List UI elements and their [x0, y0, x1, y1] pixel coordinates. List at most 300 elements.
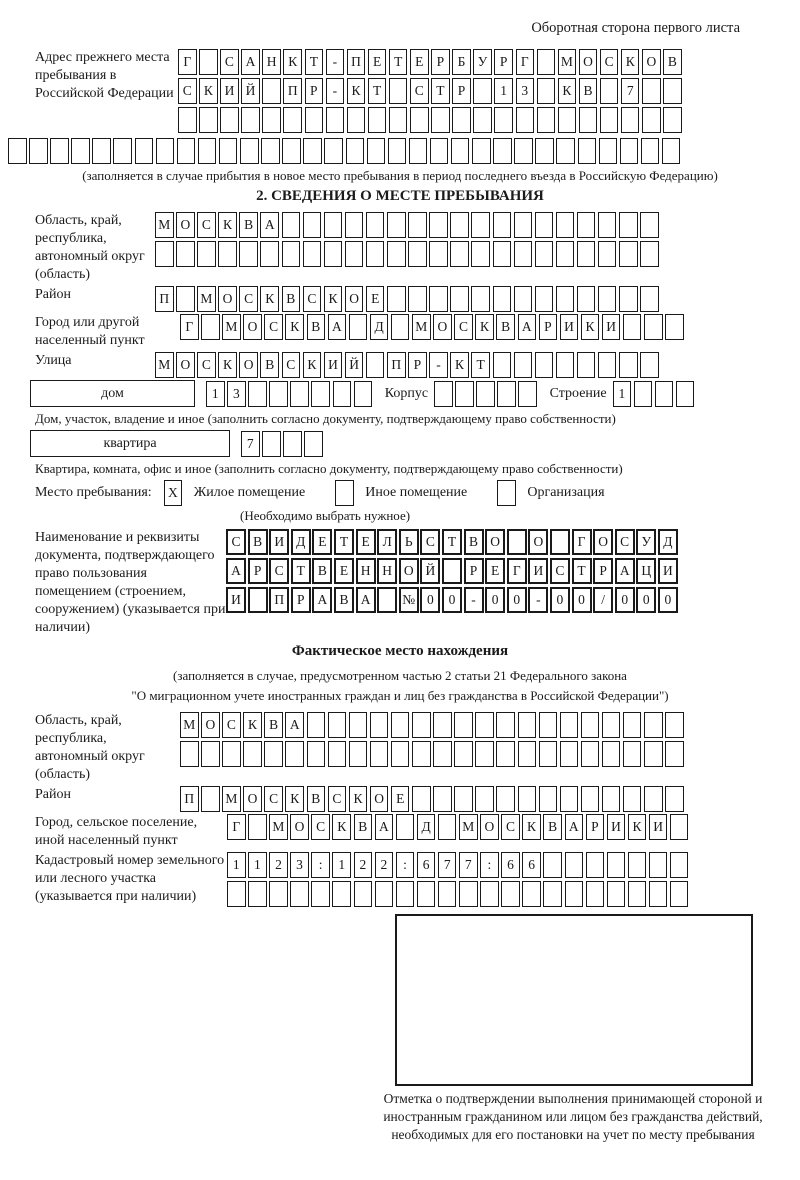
char-box[interactable]	[459, 881, 478, 907]
char-box[interactable]: О	[290, 814, 309, 840]
char-box[interactable]	[493, 286, 512, 312]
checkbox-other-premises[interactable]	[335, 480, 354, 506]
char-box[interactable]: №	[399, 587, 419, 613]
char-box[interactable]	[628, 881, 647, 907]
char-box[interactable]	[556, 138, 575, 164]
char-box[interactable]	[450, 212, 469, 238]
char-box[interactable]: Ь	[399, 529, 419, 555]
char-box[interactable]	[496, 712, 515, 738]
char-box[interactable]	[642, 78, 661, 104]
char-box[interactable]	[649, 852, 668, 878]
char-box[interactable]: О	[480, 814, 499, 840]
char-box[interactable]: П	[347, 49, 366, 75]
char-box[interactable]	[455, 381, 474, 407]
char-box[interactable]	[600, 107, 619, 133]
char-box[interactable]	[663, 107, 682, 133]
char-box[interactable]	[389, 78, 408, 104]
char-box[interactable]	[290, 881, 309, 907]
char-box[interactable]: Е	[391, 786, 410, 812]
char-box[interactable]	[623, 712, 642, 738]
char-box[interactable]: А	[565, 814, 584, 840]
char-box[interactable]	[598, 352, 617, 378]
char-box[interactable]	[375, 881, 394, 907]
char-box[interactable]: 6	[417, 852, 436, 878]
char-box[interactable]	[332, 881, 351, 907]
char-box[interactable]	[307, 712, 326, 738]
char-box[interactable]	[621, 107, 640, 133]
char-box[interactable]: Р	[431, 49, 450, 75]
char-box[interactable]	[227, 881, 246, 907]
char-box[interactable]	[565, 852, 584, 878]
char-box[interactable]: 3	[227, 381, 246, 407]
char-box[interactable]	[670, 814, 689, 840]
char-box[interactable]	[304, 431, 323, 457]
char-box[interactable]	[220, 107, 239, 133]
char-box[interactable]: К	[332, 814, 351, 840]
char-box[interactable]: К	[218, 212, 237, 238]
char-box[interactable]: 0	[485, 587, 505, 613]
char-box[interactable]: Е	[485, 558, 505, 584]
char-box[interactable]	[535, 241, 554, 267]
char-box[interactable]	[370, 712, 389, 738]
char-box[interactable]	[475, 786, 494, 812]
char-box[interactable]: 3	[290, 852, 309, 878]
char-box[interactable]	[409, 138, 428, 164]
char-box[interactable]: 0	[615, 587, 635, 613]
char-box[interactable]: Н	[262, 49, 281, 75]
char-box[interactable]	[518, 381, 537, 407]
char-box[interactable]	[577, 241, 596, 267]
char-box[interactable]: О	[528, 529, 548, 555]
char-box[interactable]	[285, 741, 304, 767]
char-box[interactable]	[560, 712, 579, 738]
char-box[interactable]	[640, 286, 659, 312]
char-box[interactable]	[577, 286, 596, 312]
char-box[interactable]: К	[285, 786, 304, 812]
char-box[interactable]	[417, 881, 436, 907]
char-box[interactable]	[665, 314, 684, 340]
char-box[interactable]	[514, 286, 533, 312]
char-box[interactable]: И	[324, 352, 343, 378]
char-box[interactable]	[623, 786, 642, 812]
char-box[interactable]	[518, 741, 537, 767]
char-box[interactable]	[180, 741, 199, 767]
char-box[interactable]	[311, 881, 330, 907]
char-box[interactable]: С	[264, 786, 283, 812]
char-box[interactable]: О	[642, 49, 661, 75]
char-box[interactable]: Т	[389, 49, 408, 75]
char-box[interactable]	[222, 741, 241, 767]
char-box[interactable]	[354, 381, 373, 407]
char-box[interactable]: М	[222, 786, 241, 812]
char-box[interactable]	[514, 138, 533, 164]
char-box[interactable]: К	[285, 314, 304, 340]
char-box[interactable]: И	[226, 587, 246, 613]
char-box[interactable]: С	[282, 352, 301, 378]
char-box[interactable]: К	[628, 814, 647, 840]
char-box[interactable]	[303, 138, 322, 164]
char-box[interactable]: О	[243, 786, 262, 812]
char-box[interactable]	[366, 352, 385, 378]
char-box[interactable]	[283, 107, 302, 133]
char-box[interactable]: М	[155, 212, 174, 238]
char-box[interactable]: О	[433, 314, 452, 340]
char-box[interactable]: С	[550, 558, 570, 584]
char-box[interactable]	[324, 241, 343, 267]
char-box[interactable]	[586, 852, 605, 878]
char-box[interactable]	[480, 881, 499, 907]
char-box[interactable]	[644, 712, 663, 738]
char-box[interactable]	[8, 138, 27, 164]
char-box[interactable]: Д	[291, 529, 311, 555]
char-box[interactable]: Т	[431, 78, 450, 104]
char-box[interactable]: А	[226, 558, 246, 584]
char-box[interactable]: К	[347, 78, 366, 104]
char-box[interactable]: С	[420, 529, 440, 555]
char-box[interactable]	[248, 587, 268, 613]
char-box[interactable]: К	[621, 49, 640, 75]
char-box[interactable]: А	[312, 587, 332, 613]
char-box[interactable]: Т	[442, 529, 462, 555]
char-box[interactable]	[391, 712, 410, 738]
char-box[interactable]	[248, 381, 267, 407]
char-box[interactable]	[391, 314, 410, 340]
char-box[interactable]: А	[356, 587, 376, 613]
char-box[interactable]	[581, 712, 600, 738]
char-box[interactable]	[328, 741, 347, 767]
char-box[interactable]	[248, 814, 267, 840]
char-box[interactable]	[239, 241, 258, 267]
char-box[interactable]	[670, 852, 689, 878]
char-box[interactable]	[471, 241, 490, 267]
char-box[interactable]: Д	[658, 529, 678, 555]
char-box[interactable]: О	[399, 558, 419, 584]
char-box[interactable]: Г	[516, 49, 535, 75]
char-box[interactable]: Р	[539, 314, 558, 340]
char-box[interactable]	[518, 712, 537, 738]
char-box[interactable]: О	[485, 529, 505, 555]
char-box[interactable]	[387, 212, 406, 238]
char-box[interactable]	[430, 138, 449, 164]
char-box[interactable]: О	[218, 286, 237, 312]
checkbox-organization[interactable]	[497, 480, 516, 506]
char-box[interactable]: О	[243, 314, 262, 340]
char-box[interactable]	[388, 138, 407, 164]
char-box[interactable]	[539, 786, 558, 812]
char-box[interactable]	[641, 138, 660, 164]
char-box[interactable]	[438, 881, 457, 907]
char-box[interactable]: 0	[507, 587, 527, 613]
char-box[interactable]: 7	[241, 431, 260, 457]
char-box[interactable]: :	[396, 852, 415, 878]
char-box[interactable]: В	[312, 558, 332, 584]
char-box[interactable]: К	[349, 786, 368, 812]
char-box[interactable]	[577, 352, 596, 378]
char-box[interactable]: Т	[305, 49, 324, 75]
char-box[interactable]: И	[560, 314, 579, 340]
char-box[interactable]	[219, 138, 238, 164]
char-box[interactable]: 0	[572, 587, 592, 613]
char-box[interactable]	[346, 138, 365, 164]
char-box[interactable]: С	[501, 814, 520, 840]
char-box[interactable]	[29, 138, 48, 164]
char-box[interactable]: И	[607, 814, 626, 840]
char-box[interactable]: С	[197, 352, 216, 378]
char-box[interactable]: А	[615, 558, 635, 584]
char-box[interactable]: 2	[354, 852, 373, 878]
char-box[interactable]	[156, 138, 175, 164]
char-box[interactable]	[565, 881, 584, 907]
char-box[interactable]	[670, 881, 689, 907]
char-box[interactable]: В	[260, 352, 279, 378]
char-box[interactable]: Р	[408, 352, 427, 378]
char-box[interactable]	[494, 107, 513, 133]
char-box[interactable]: Р	[452, 78, 471, 104]
char-box[interactable]	[269, 381, 288, 407]
char-box[interactable]	[602, 786, 621, 812]
char-box[interactable]	[663, 78, 682, 104]
char-box[interactable]: О	[345, 286, 364, 312]
char-box[interactable]: Е	[312, 529, 332, 555]
char-box[interactable]	[607, 852, 626, 878]
char-box[interactable]: Е	[368, 49, 387, 75]
char-box[interactable]	[387, 286, 406, 312]
char-box[interactable]: А	[518, 314, 537, 340]
char-box[interactable]	[433, 741, 452, 767]
char-box[interactable]: В	[496, 314, 515, 340]
char-box[interactable]: Т	[291, 558, 311, 584]
char-box[interactable]	[412, 786, 431, 812]
char-box[interactable]	[396, 814, 415, 840]
char-box[interactable]	[349, 741, 368, 767]
char-box[interactable]: 0	[658, 587, 678, 613]
char-box[interactable]	[634, 381, 653, 407]
char-box[interactable]	[326, 107, 345, 133]
char-box[interactable]	[283, 431, 302, 457]
char-box[interactable]: Т	[572, 558, 592, 584]
char-box[interactable]: 1	[613, 381, 632, 407]
char-box[interactable]	[454, 786, 473, 812]
char-box[interactable]	[501, 881, 520, 907]
char-box[interactable]	[408, 241, 427, 267]
char-box[interactable]: М	[155, 352, 174, 378]
char-box[interactable]	[433, 786, 452, 812]
char-box[interactable]	[476, 381, 495, 407]
char-box[interactable]	[665, 712, 684, 738]
char-box[interactable]: К	[283, 49, 302, 75]
char-box[interactable]: В	[264, 712, 283, 738]
char-box[interactable]	[135, 138, 154, 164]
char-box[interactable]	[619, 286, 638, 312]
char-box[interactable]: П	[387, 352, 406, 378]
char-box[interactable]: К	[303, 352, 322, 378]
char-box[interactable]	[579, 107, 598, 133]
char-box[interactable]: И	[658, 558, 678, 584]
char-box[interactable]	[493, 138, 512, 164]
char-box[interactable]	[178, 107, 197, 133]
char-box[interactable]: О	[370, 786, 389, 812]
char-box[interactable]	[434, 381, 453, 407]
char-box[interactable]: 2	[375, 852, 394, 878]
char-box[interactable]: :	[311, 852, 330, 878]
char-box[interactable]: В	[307, 314, 326, 340]
char-box[interactable]: О	[176, 352, 195, 378]
char-box[interactable]	[396, 881, 415, 907]
char-box[interactable]: В	[334, 587, 354, 613]
char-box[interactable]: Д	[417, 814, 436, 840]
char-box[interactable]	[450, 241, 469, 267]
char-box[interactable]: В	[307, 786, 326, 812]
char-box[interactable]	[539, 741, 558, 767]
char-box[interactable]	[454, 712, 473, 738]
char-box[interactable]: В	[464, 529, 484, 555]
char-box[interactable]	[640, 241, 659, 267]
char-box[interactable]	[367, 138, 386, 164]
char-box[interactable]: -	[528, 587, 548, 613]
char-box[interactable]: 6	[501, 852, 520, 878]
char-box[interactable]	[537, 49, 556, 75]
char-box[interactable]	[644, 741, 663, 767]
char-box[interactable]	[429, 212, 448, 238]
char-box[interactable]	[349, 314, 368, 340]
char-box[interactable]: 1	[206, 381, 225, 407]
char-box[interactable]	[599, 138, 618, 164]
char-box[interactable]: С	[239, 286, 258, 312]
char-box[interactable]	[324, 138, 343, 164]
char-box[interactable]: М	[197, 286, 216, 312]
char-box[interactable]: Г	[180, 314, 199, 340]
char-box[interactable]: С	[220, 49, 239, 75]
char-box[interactable]: У	[636, 529, 656, 555]
char-box[interactable]	[535, 352, 554, 378]
char-box[interactable]	[665, 786, 684, 812]
char-box[interactable]	[433, 712, 452, 738]
char-box[interactable]	[556, 212, 575, 238]
char-box[interactable]	[497, 381, 516, 407]
char-box[interactable]	[305, 107, 324, 133]
char-box[interactable]	[370, 741, 389, 767]
char-box[interactable]: -	[326, 49, 345, 75]
char-box[interactable]: 0	[550, 587, 570, 613]
char-box[interactable]: С	[600, 49, 619, 75]
char-box[interactable]: Г	[227, 814, 246, 840]
char-box[interactable]: В	[354, 814, 373, 840]
char-box[interactable]: О	[176, 212, 195, 238]
char-box[interactable]	[535, 138, 554, 164]
char-box[interactable]	[303, 241, 322, 267]
char-box[interactable]	[71, 138, 90, 164]
char-box[interactable]: В	[543, 814, 562, 840]
char-box[interactable]: Р	[586, 814, 605, 840]
char-box[interactable]	[345, 241, 364, 267]
char-box[interactable]	[602, 712, 621, 738]
char-box[interactable]: Е	[410, 49, 429, 75]
char-box[interactable]	[598, 241, 617, 267]
char-box[interactable]	[201, 741, 220, 767]
char-box[interactable]	[640, 352, 659, 378]
char-box[interactable]	[493, 241, 512, 267]
char-box[interactable]: В	[579, 78, 598, 104]
char-box[interactable]	[642, 107, 661, 133]
char-box[interactable]	[655, 381, 674, 407]
char-box[interactable]	[311, 381, 330, 407]
char-box[interactable]: -	[429, 352, 448, 378]
char-box[interactable]	[475, 741, 494, 767]
char-box[interactable]: К	[475, 314, 494, 340]
char-box[interactable]	[586, 881, 605, 907]
char-box[interactable]	[578, 138, 597, 164]
char-box[interactable]: Л	[377, 529, 397, 555]
char-box[interactable]: К	[199, 78, 218, 104]
char-box[interactable]	[303, 212, 322, 238]
char-box[interactable]	[535, 212, 554, 238]
char-box[interactable]	[366, 212, 385, 238]
char-box[interactable]: Е	[356, 529, 376, 555]
char-box[interactable]: И	[220, 78, 239, 104]
char-box[interactable]: Г	[507, 558, 527, 584]
char-box[interactable]	[662, 138, 681, 164]
char-box[interactable]: К	[522, 814, 541, 840]
char-box[interactable]	[198, 138, 217, 164]
char-box[interactable]: В	[239, 212, 258, 238]
char-box[interactable]: :	[480, 852, 499, 878]
char-box[interactable]	[328, 712, 347, 738]
char-box[interactable]: Н	[377, 558, 397, 584]
char-box[interactable]	[472, 138, 491, 164]
char-box[interactable]	[556, 286, 575, 312]
char-box[interactable]	[282, 212, 301, 238]
char-box[interactable]	[333, 381, 352, 407]
char-box[interactable]: -	[326, 78, 345, 104]
char-box[interactable]	[550, 529, 570, 555]
char-box[interactable]: Е	[366, 286, 385, 312]
char-box[interactable]: И	[649, 814, 668, 840]
char-box[interactable]: К	[243, 712, 262, 738]
char-box[interactable]	[496, 741, 515, 767]
char-box[interactable]: 6	[522, 852, 541, 878]
char-box[interactable]: Й	[345, 352, 364, 378]
char-box[interactable]: 7	[438, 852, 457, 878]
char-box[interactable]	[649, 881, 668, 907]
char-box[interactable]: А	[260, 212, 279, 238]
char-box[interactable]: Й	[420, 558, 440, 584]
char-box[interactable]	[539, 712, 558, 738]
char-box[interactable]	[176, 241, 195, 267]
char-box[interactable]	[412, 712, 431, 738]
char-box[interactable]: К	[260, 286, 279, 312]
char-box[interactable]: О	[201, 712, 220, 738]
char-box[interactable]	[431, 107, 450, 133]
char-box[interactable]	[197, 241, 216, 267]
char-box[interactable]: П	[283, 78, 302, 104]
char-box[interactable]	[260, 241, 279, 267]
char-box[interactable]: М	[180, 712, 199, 738]
char-box[interactable]: К	[450, 352, 469, 378]
char-box[interactable]	[199, 49, 218, 75]
char-box[interactable]	[522, 881, 541, 907]
char-box[interactable]	[496, 786, 515, 812]
char-box[interactable]: О	[593, 529, 613, 555]
char-box[interactable]	[261, 138, 280, 164]
char-box[interactable]	[412, 741, 431, 767]
char-box[interactable]: 0	[442, 587, 462, 613]
char-box[interactable]: 7	[621, 78, 640, 104]
char-box[interactable]	[640, 212, 659, 238]
char-box[interactable]: С	[615, 529, 635, 555]
char-box[interactable]: Д	[370, 314, 389, 340]
char-box[interactable]: В	[282, 286, 301, 312]
char-box[interactable]	[451, 138, 470, 164]
